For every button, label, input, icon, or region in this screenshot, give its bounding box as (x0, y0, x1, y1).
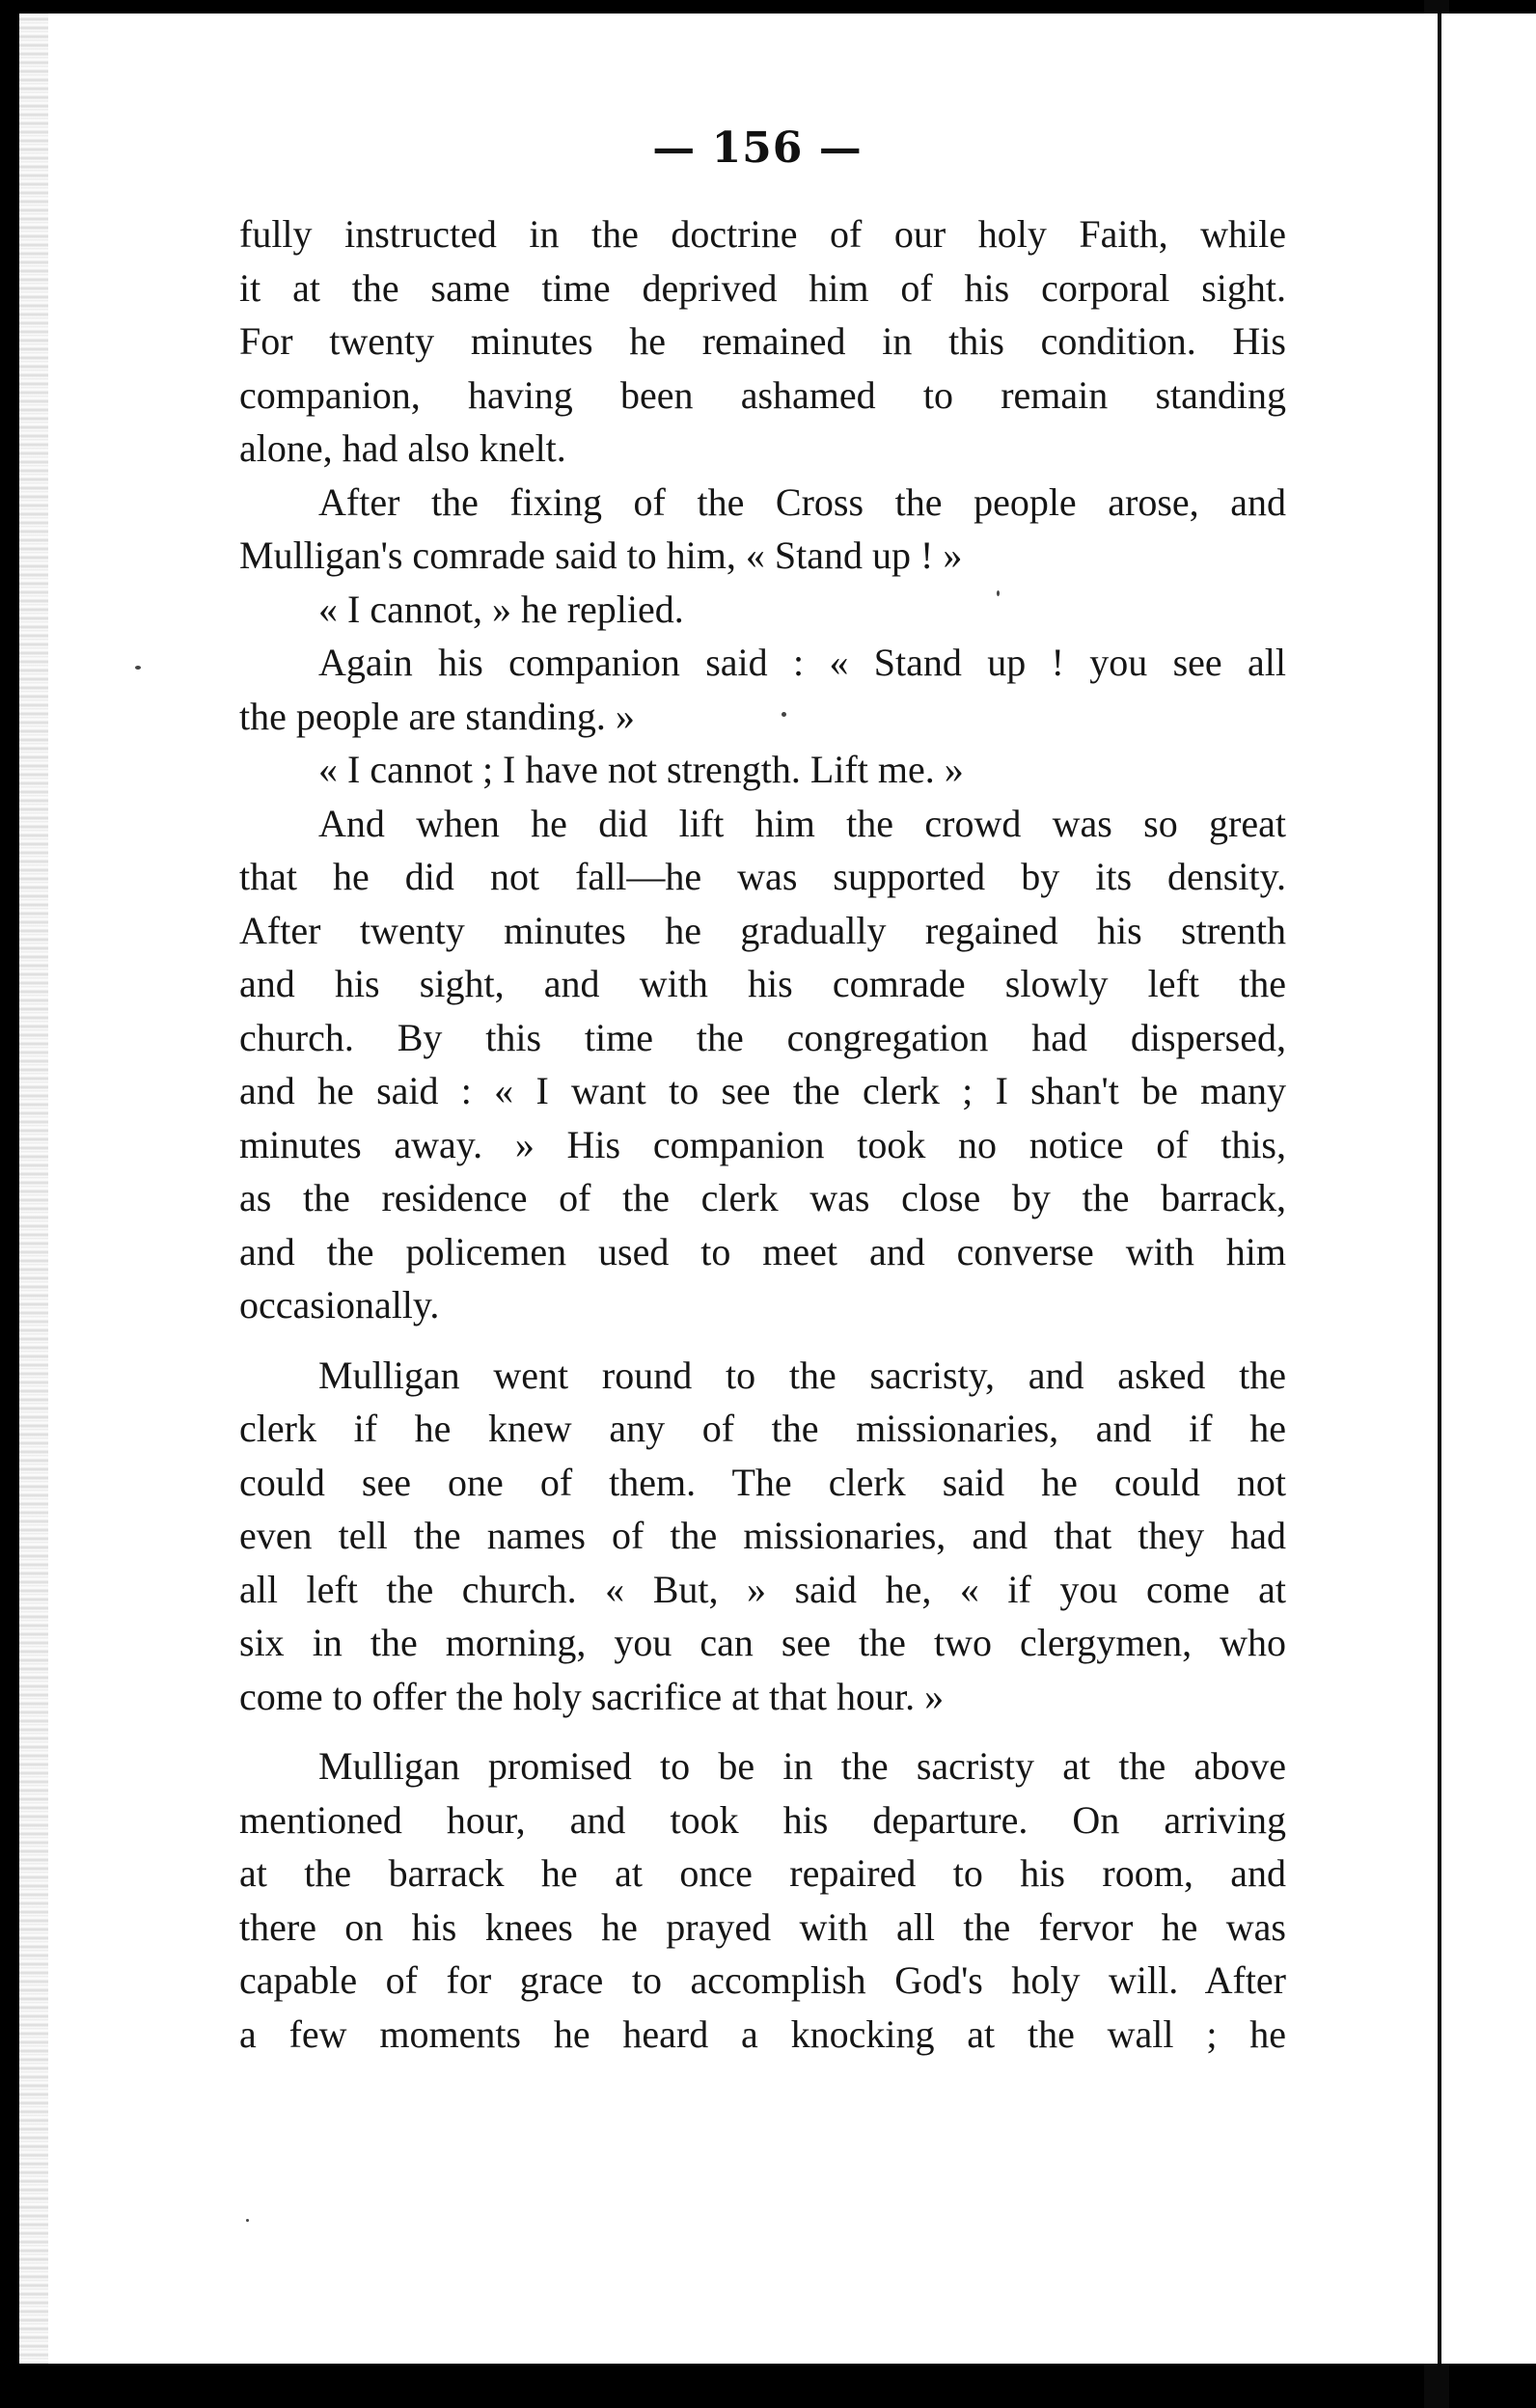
text-line: even tell the names of the missionaries, and that they had (239, 1514, 1286, 1557)
scan-speck (782, 712, 786, 717)
text-line: For twenty minutes he remained in this condition. His (239, 319, 1286, 363)
text-line: After twenty minutes he gradually regained his strenth (239, 908, 1286, 952)
text-line: After the fixing of the Cross the people arose, and (318, 479, 1286, 524)
text-line: « I cannot, » he replied. (318, 587, 684, 631)
text-line: and he said : « I want to see the clerk ; I shan't be many (239, 1069, 1286, 1112)
paragraph (239, 476, 1286, 583)
text-line: and the policemen used to meet and converse with him (239, 1229, 1286, 1273)
text-line: come to offer the holy sacrifice at that hour. » (239, 1674, 945, 1718)
page-number: — 156 — (652, 123, 863, 173)
page-gutter-shadow (19, 14, 48, 2364)
text-line: mentioned hour, and took his departure. On arriving (239, 1797, 1286, 1842)
text-line: Mulligan promised to be in the sacristy at the above (318, 1744, 1286, 1788)
scan-speck (997, 590, 1000, 596)
scan-speck (246, 2219, 249, 2222)
paragraph (239, 583, 1286, 637)
text-line: Again his companion said : « Stand up ! you see all (318, 641, 1286, 684)
text-line: And when he did lift him the crowd was so great (318, 801, 1286, 845)
text-line: fully instructed in the doctrine of our holy Faith, while (239, 212, 1286, 256)
text-line: a few moments he heard a knocking at the wall ; he (239, 2011, 1286, 2056)
text-line: there on his knees he prayed with all the fervor he was (239, 1904, 1286, 1949)
text-line: the people are standing. » (239, 694, 635, 738)
text-line: it at the same time deprived him of his corporal sight. (239, 265, 1286, 310)
text-line: alone, had also knelt. (239, 426, 566, 470)
text-line: all left the church. « But, » said he, « if you come at (239, 1567, 1286, 1611)
paragraph (239, 1349, 1286, 1724)
text-line: « I cannot ; I have not strength. Lift me. » (318, 748, 964, 791)
scan-facing-page-margin (1441, 14, 1536, 2364)
paragraph (239, 743, 1286, 797)
paragraph (239, 1739, 1286, 2061)
text-line: church. By this time the congregation had dispersed, (239, 1015, 1286, 1059)
text-line: could see one of them. The clerk said he could not (239, 1460, 1286, 1504)
scan-speck (135, 666, 141, 670)
text-line: capable of for grace to accomplish God's holy will. After (239, 1958, 1286, 2002)
text-line: at the barrack he at once repaired to his room, and (239, 1851, 1286, 1895)
text-line: that he did not fall—he was supported by its density. (239, 855, 1286, 898)
text-line: clerk if he knew any of the missionaries, and if he (239, 1407, 1286, 1450)
paragraph (239, 636, 1286, 743)
text-line: as the residence of the clerk was close by the barrack, (239, 1176, 1286, 1219)
paragraph (239, 207, 1286, 476)
text-line: companion, having been ashamed to remain standing (239, 372, 1286, 417)
text-line: Mulligan went round to the sacristy, and asked the (318, 1353, 1286, 1397)
text-line: six in the morning, you can see the two clergymen, who (239, 1621, 1286, 1664)
paragraph (239, 797, 1286, 1332)
page-text (239, 207, 1286, 2061)
text-line: occasionally. (239, 1283, 440, 1327)
text-line: and his sight, and with his comrade slowly left the (239, 962, 1286, 1005)
text-line: minutes away. » His companion took no notice of this, (239, 1122, 1286, 1166)
text-line: Mulligan's comrade said to him, « Stand up ! » (239, 534, 963, 577)
